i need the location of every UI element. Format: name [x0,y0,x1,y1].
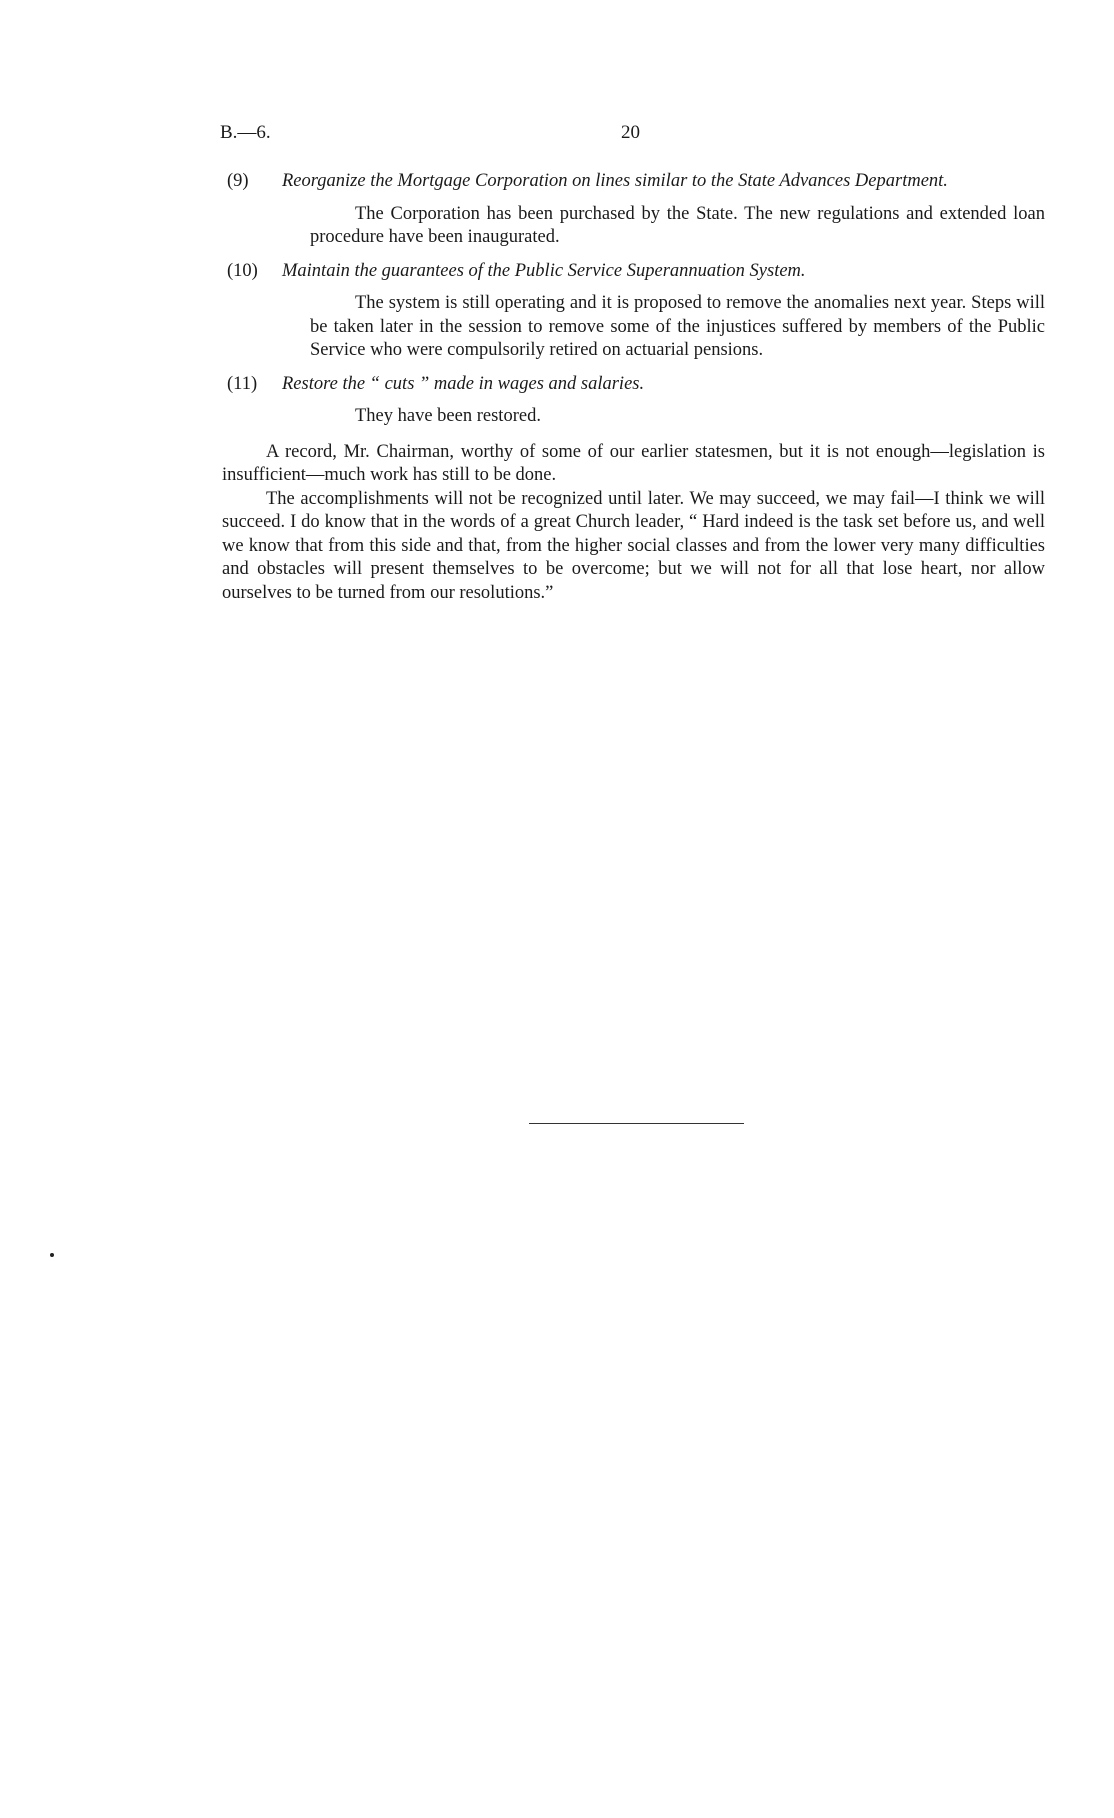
scan-speck [50,1253,54,1257]
closing-paragraph-2: The accomplishments will not be recognized until later. We may succeed, we may fail—I think we will succeed. I do know that in the words of a great Church leader, “ Hard indeed is the task set before us, and well we know that from this side and that, from the higher social classes and from the lower very many difficulties and obstacles will present themselves to be overcome; but we will not for all that lose heart, nor allow ourselves to be turned from our resolutions.” [222,488,1045,603]
item-heading-text: Restore the “ cuts ” made in wages and salaries. [282,373,645,394]
item-heading-text: Maintain the guarantees of the Public Service Superannuation System. [282,260,806,281]
end-rule-divider [529,1123,744,1124]
document-body [222,170,1045,605]
item-body-9: The Corporation has been purchased by the State. The new regulations and extended loan procedure have been inaugurated. [310,203,1045,247]
page-number: 20 [621,122,640,143]
document-reference: B.—6. [220,122,271,143]
item-heading-11: (11) Restore the “ cuts ” made in wages and salaries. [227,373,645,394]
item-heading-10: (10) Maintain the guarantees of the Public Service Superannuation System. [227,260,806,281]
item-heading-text: Reorganize the Mortgage Corporation on lines similar to the State Advances Department. [282,171,948,191]
closing-paragraph-1: A record, Mr. Chairman, worthy of some of our earlier statesmen, but it is not enough—legislation is insufficient—much work has still to be done. [222,441,1045,485]
item-heading-9: (9) Reorganize the Mortgage Corporation on lines similar to the State Advances Department. [227,171,948,191]
item-body-10: The system is still operating and it is proposed to remove the anomalies next year. Steps will be taken later in the session to remove some of the injustices suffered by members of the Public Service who were compulsorily retired on actuarial pensions. [310,293,1045,360]
item-body-11: They have been restored. [355,406,541,426]
